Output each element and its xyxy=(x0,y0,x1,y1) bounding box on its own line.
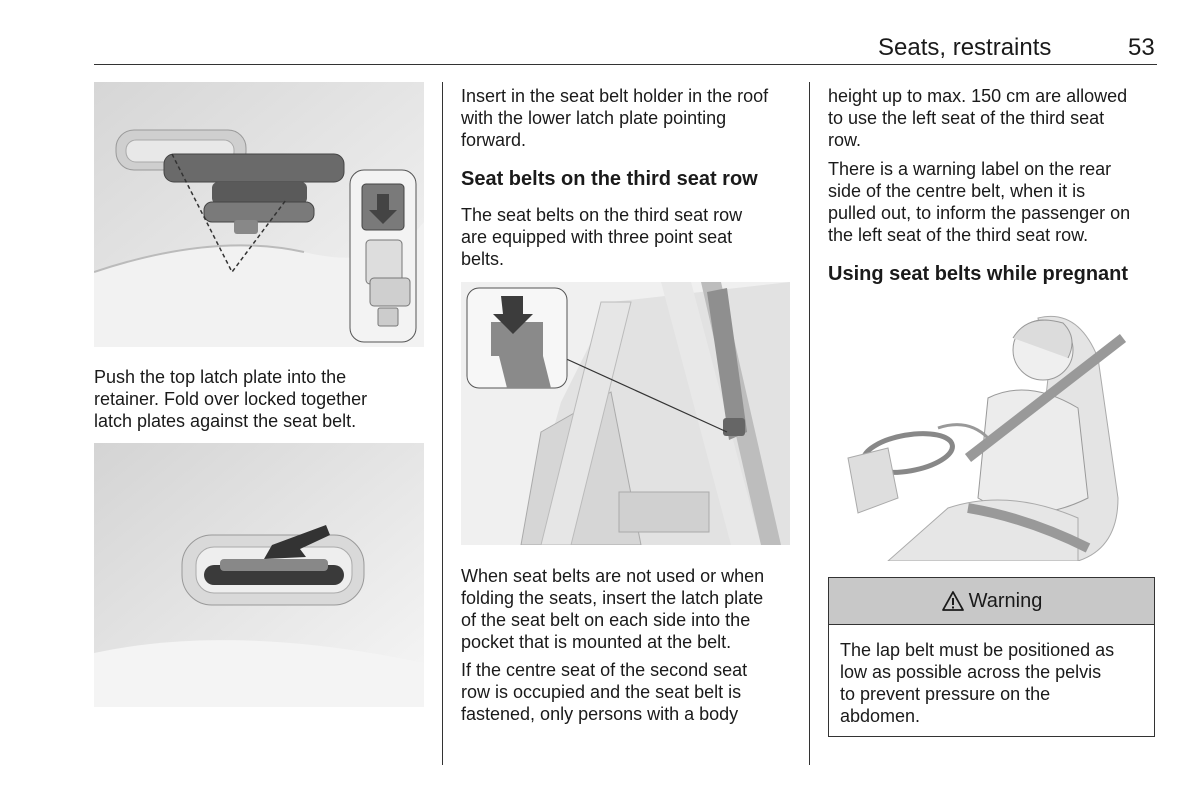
warning-header xyxy=(829,578,1154,625)
page-number: 53 xyxy=(1128,34,1155,61)
roof-belt-holder-illustration xyxy=(94,82,424,347)
pregnant-driver-illustration xyxy=(828,298,1155,561)
third-row-description: The seat belts on the third seat row are equipped with three point seat belts. xyxy=(461,205,743,269)
header-rule xyxy=(94,64,1157,65)
latch-plate-retainer-illustration xyxy=(94,443,424,707)
warning-triangle-icon xyxy=(941,590,965,612)
third-row-seat-belt-illustration xyxy=(461,282,790,545)
roof-holder-instructions: Insert in the seat belt holder in the roof with the lower latch plate pointing forward. xyxy=(461,86,769,150)
section-title: Seats, restraints xyxy=(878,34,1052,61)
column-divider-left xyxy=(442,82,443,765)
warning-box xyxy=(828,577,1155,737)
third-row-heading: Seat belts on the third seat row xyxy=(461,168,758,190)
warning-text: The lap belt must be positioned as low as possible across the pelvis to prevent pressure on the abdomen. xyxy=(840,640,1115,726)
column-divider-right xyxy=(809,82,810,765)
latch-plate-instructions: Push the top latch plate into the retainer. Fold over locked together latch plates against the seat belt. xyxy=(94,367,368,431)
pregnancy-heading: Using seat belts while pregnant xyxy=(828,263,1129,285)
height-requirement-text: height up to max. 150 cm are allowed to use the left seat of the third seat row. xyxy=(828,86,1128,150)
folding-seats-instructions: When seat belts are not used or when folding the seats, insert the latch plate of the seat belt on each side into the pocket that is mounted at the belt. xyxy=(461,566,765,652)
warning-label-text: There is a warning label on the rear side of the centre belt, when it is pulled out, to inform the passenger on the left seat of the third seat row. xyxy=(828,159,1131,245)
centre-seat-note: If the centre seat of the second seat row is occupied and the seat belt is fastened, only persons with a body xyxy=(461,660,748,724)
warning-title: Warning xyxy=(968,589,1043,612)
